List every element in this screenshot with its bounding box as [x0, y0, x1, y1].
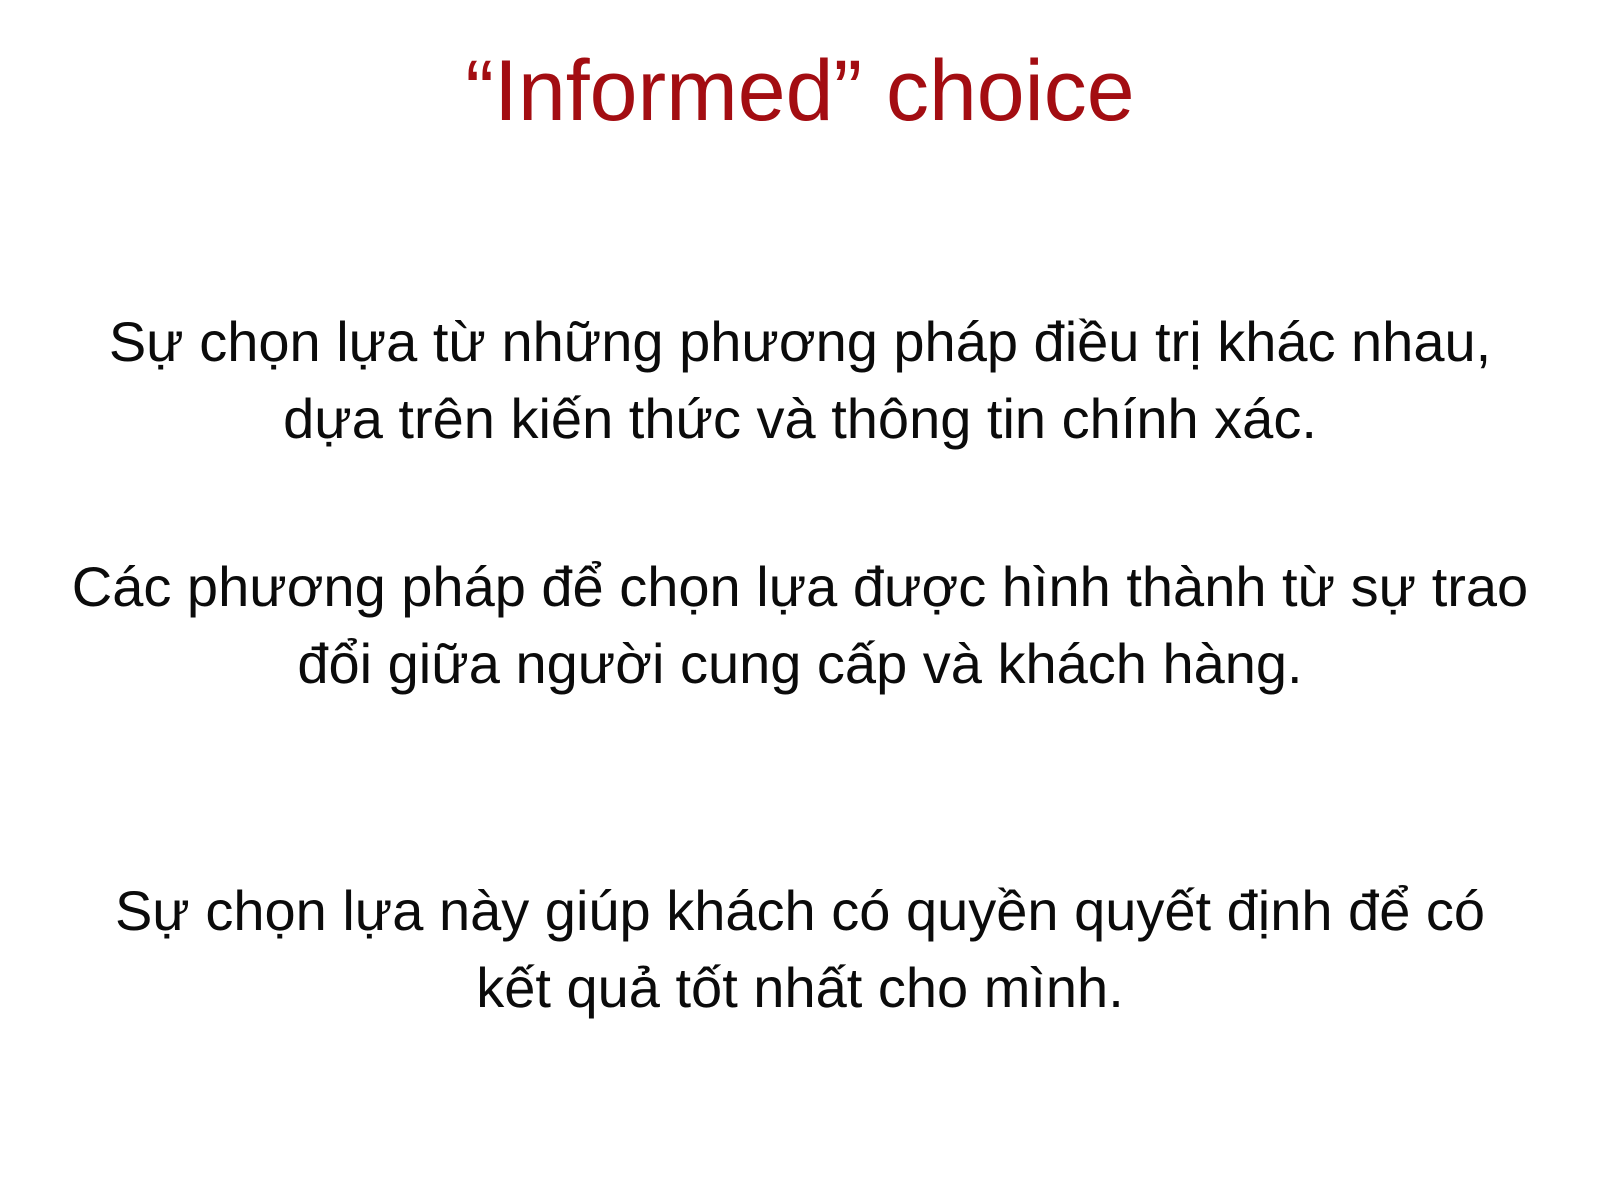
body-paragraph-2: Các phương pháp để chọn lựa được hình thành từ sự trao đổi giữa người cung cấp và khách hàng.	[71, 555, 1529, 696]
slide-title: “Informed” choice	[465, 43, 1135, 139]
body-paragraph-1: Sự chọn lựa từ những phương pháp điều trị khác nhau, dựa trên kiến thức và thông tin chính xác.	[108, 310, 1492, 451]
body-paragraph-3: Sự chọn lựa này giúp khách có quyền quyết định để có kết quả tốt nhất cho mình.	[114, 879, 1486, 1020]
